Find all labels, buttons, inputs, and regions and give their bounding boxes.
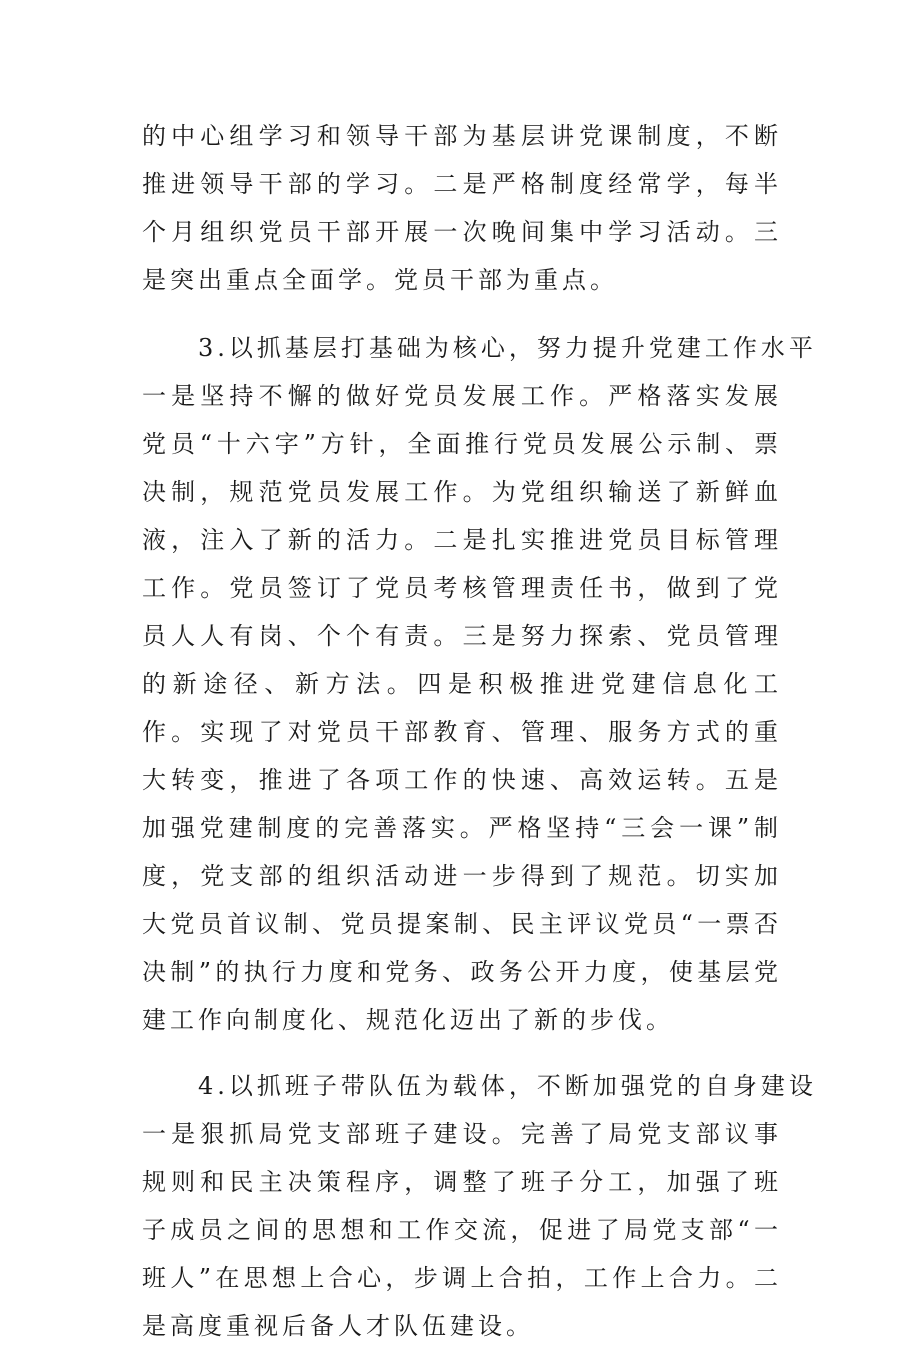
paragraph-spacer [142, 1044, 782, 1062]
paragraph-section-3: 一是坚持不懈的做好党员发展工作。严格落实发展党员“十六字”方针，全面推行党员发展公示制、票决制，规范党员发展工作。为党组织输送了新鲜血液，注入了新的活力。二是扎实推进党员目标管理工作。党员签订了党员考核管理责任书，做到了党员人人有岗、个个有责。三是努力探索、党员管理的新途径、新方法。四是积极推进党建信息化工作。实现了对党员干部教育、管理、服务方式的重大转变，推进了各项工作的快速、高效运转。五是加强党建制度的完善落实。严格坚持“三会一课”制度，党支部的组织活动进一步得到了规范。切实加大党员首议制、党员提案制、民主评议党员“一票否决制”的执行力度和党务、政务公开力度，使基层党建工作向制度化、规范化迈出了新的步伐。 [142, 382, 782, 1034]
section-heading-3: 3.以抓基层打基础为核心，努力提升党建工作水平 [198, 334, 817, 362]
paragraph-section-4: 一是狠抓局党支部班子建设。完善了局党支部议事规则和民主决策程序，调整了班子分工，加强了班子成员之间的思想和工作交流，促进了局党支部“一班人”在思想上合心，步调上合拍，工作上合力。二是高度重视后备人才队伍建设。 [142, 1120, 782, 1340]
paragraph-continued: 的中心组学习和领导干部为基层讲党课制度，不断推进领导干部的学习。二是严格制度经常学，每半个月组织党员干部开展一次晚间集中学习活动。三是突出重点全面学。党员干部为重点。 [142, 122, 782, 294]
document-body [142, 112, 817, 1350]
section-heading-4: 4.以抓班子带队伍为载体，不断加强党的自身建设 [198, 1072, 817, 1100]
paragraph-spacer [142, 304, 782, 324]
